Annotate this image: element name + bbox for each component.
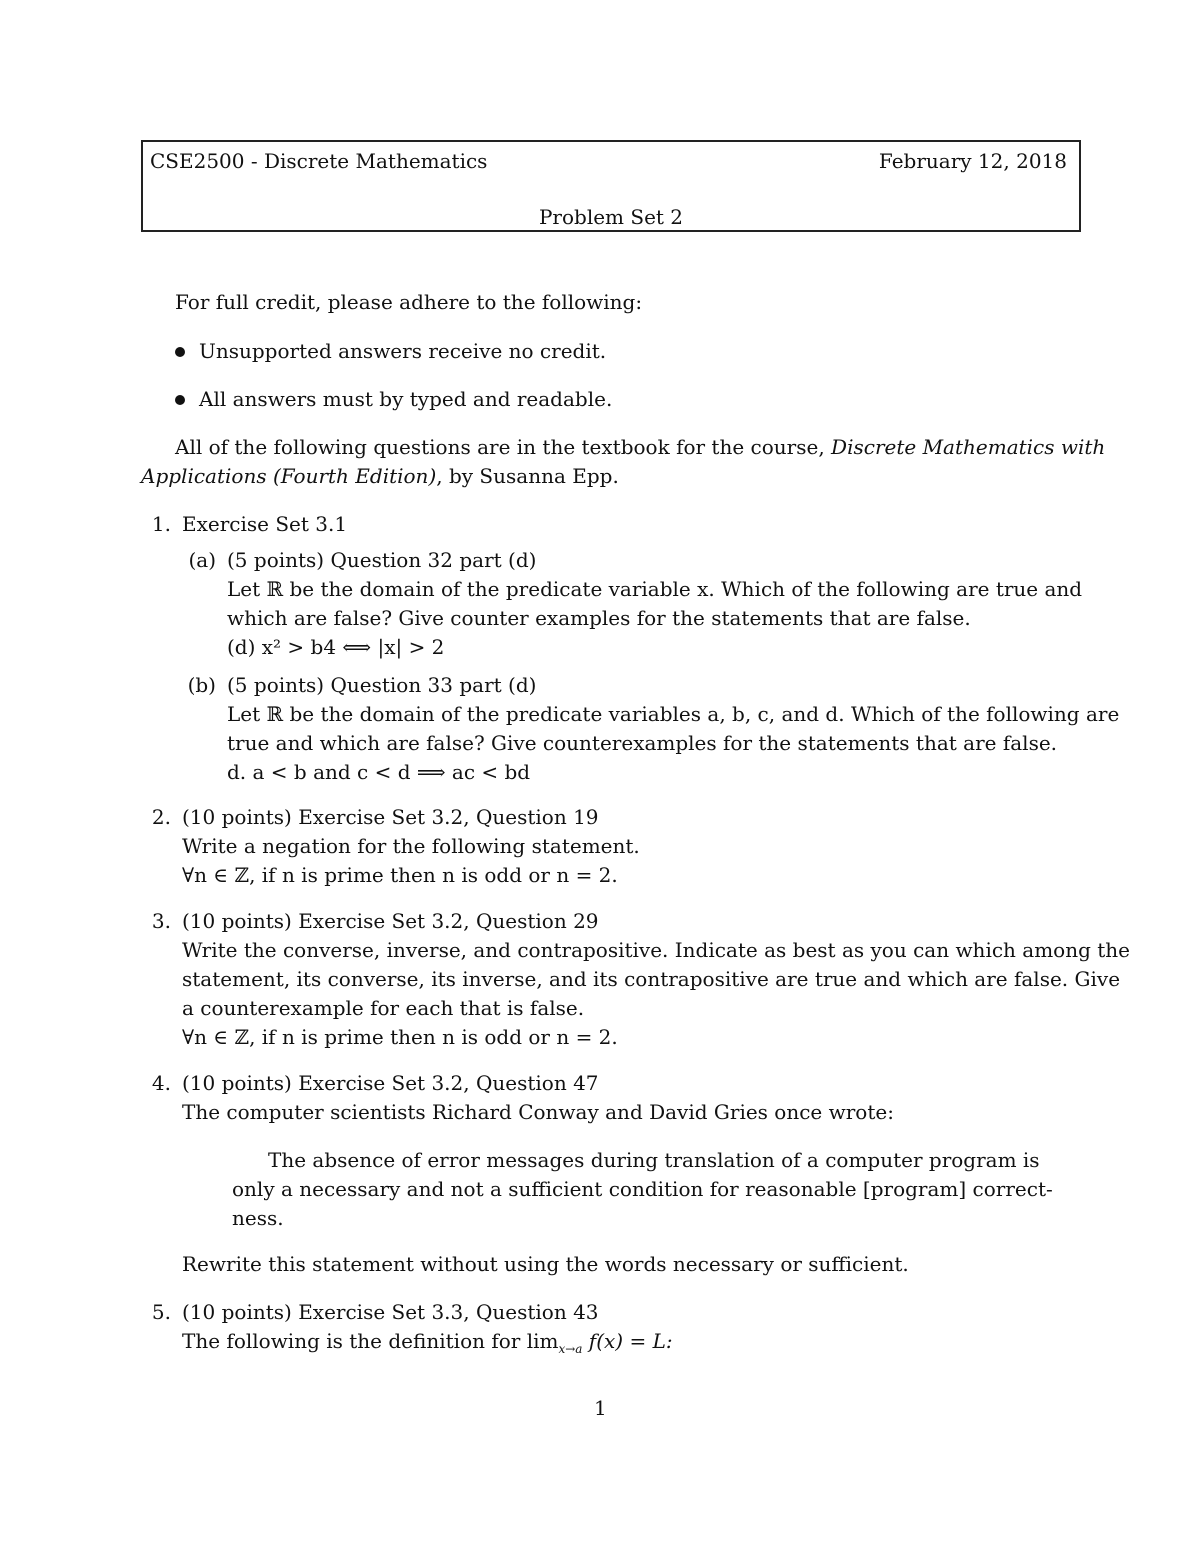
q3-math: ∀n ∈ ℤ, if n is prime then n is odd or n = 2. [182,1025,618,1049]
q1a-label: (a) [188,548,216,572]
q2-number: 2. [151,805,171,829]
q4-quote-line3: ness. [232,1206,284,1230]
page-number: 1 [594,1396,607,1420]
q4-line1: The computer scientists Richard Conway and David Gries once wrote: [182,1100,894,1124]
date: February 12, 2018 [878,149,1067,173]
textbook-title-part1: Discrete Mathematics with [831,435,1106,459]
course-title: CSE2500 - Discrete Mathematics [150,149,488,173]
q4-quote-line1: The absence of error messages during translation of a computer program is [268,1148,1040,1172]
q3-heading: (10 points) Exercise Set 3.2, Question 29 [182,909,599,933]
q5-limit-subscript: x→a [558,1342,583,1356]
q4-heading: (10 points) Exercise Set 3.2, Question 47 [182,1071,599,1095]
bullet-icon [175,395,185,405]
bullet-item: All answers must by typed and readable. [199,387,613,411]
problem-set-title: Problem Set 2 [538,205,684,229]
q1a-line1: Let ℝ be the domain of the predicate variable x. Which of the following are true and [227,577,1083,601]
q1b-heading: (5 points) Question 33 part (d) [227,673,537,697]
q4-quote-line2: only a necessary and not a sufficient condition for reasonable [program] correct- [232,1177,1053,1201]
q1a-math: (d) x² > b4 ⟺ |x| > 2 [227,635,445,659]
q1b-math: d. a < b and c < d ⟹ ac < bd [227,760,531,784]
q3-line2: statement, its converse, its inverse, and its contrapositive are true and which are false. Give [182,967,1121,991]
q1a-line2: which are false? Give counter examples for the statements that are false. [227,606,971,630]
q3-line1: Write the converse, inverse, and contrapositive. Indicate as best as you can which among the [182,938,1130,962]
bullet-item: Unsupported answers receive no credit. [199,339,607,363]
textbook-line-1 [175,433,1105,462]
intro-lead: For full credit, please adhere to the following: [175,290,643,314]
q5-line1-pre: The following is the definition for lim [182,1329,559,1353]
q3-line3: a counterexample for each that is false. [182,996,585,1020]
textbook-post: , by Susanna Epp. [436,464,619,488]
q3-number: 3. [151,909,171,933]
q2-heading: (10 points) Exercise Set 3.2, Question 19 [182,805,599,829]
q5-line1 [182,1327,673,1364]
q4-number: 4. [151,1071,171,1095]
textbook-title-part2: Applications (Fourth Edition) [141,464,437,488]
textbook-line-2 [141,462,619,491]
bullet-icon [175,347,185,357]
q1b-label: (b) [187,673,216,697]
q5-line1-post: f(x) = L: [582,1329,673,1353]
q1-number: 1. [151,512,171,536]
q2-math: ∀n ∈ ℤ, if n is prime then n is odd or n = 2. [182,863,618,887]
textbook-pre: All of the following questions are in the textbook for the course, [175,435,825,459]
q5-number: 5. [151,1300,171,1324]
q2-line1: Write a negation for the following statement. [182,834,640,858]
q4-line2: Rewrite this statement without using the words necessary or sufficient. [182,1252,909,1276]
q1a-heading: (5 points) Question 32 part (d) [227,548,537,572]
q1b-line1: Let ℝ be the domain of the predicate variables a, b, c, and d. Which of the following are [227,702,1120,726]
q5-heading: (10 points) Exercise Set 3.3, Question 43 [182,1300,599,1324]
q1b-line2: true and which are false? Give counterexamples for the statements that are false. [227,731,1058,755]
q1-title: Exercise Set 3.1 [182,512,348,536]
header-box [141,140,1081,232]
